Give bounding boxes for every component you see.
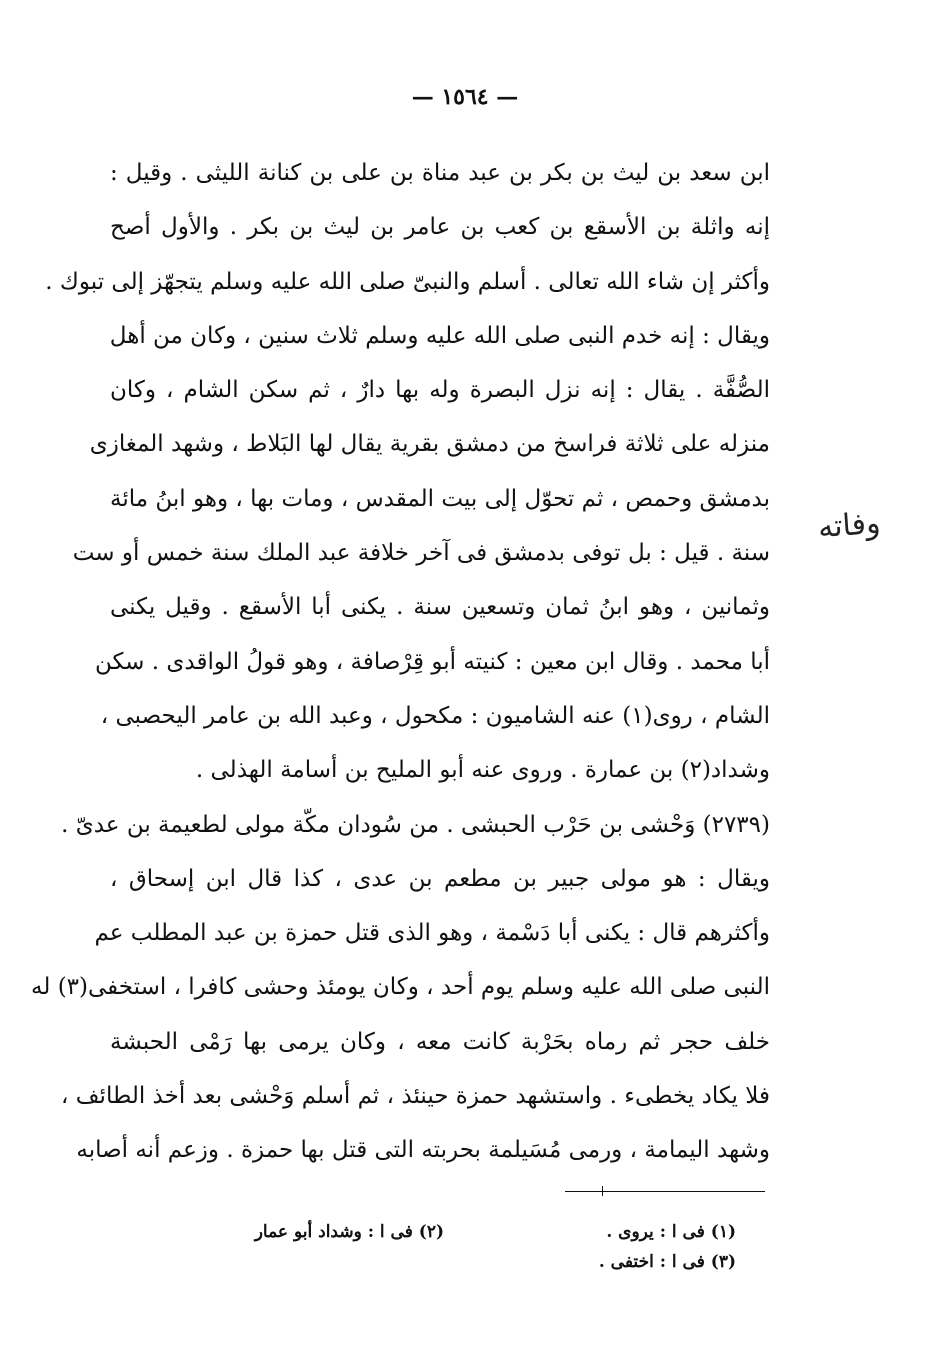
text-line: وأكثر إن شاء الله تعالى . أسلم والنبىّ صلى الله عليه وسلم يتجهّز إلى تبوك . bbox=[45, 268, 770, 295]
text-line: ابن سعد بن ليث بن بكر بن عبد مناة بن على بن كنانة الليثى . وقيل : bbox=[110, 160, 770, 186]
text-line: وأكثرهم قال : يكنى أبا دَسْمة ، وهو الذى قتل حمزة بن عبد المطلب عم bbox=[94, 920, 770, 947]
text-line: سنة . قيل : بل توفى بدمشق فى آخر خلافة عبد الملك سنة خمس أو ست bbox=[72, 540, 770, 567]
footnote-divider-tick bbox=[602, 1186, 603, 1196]
footnote-2: (٢) فى ا : وشداد أبو عمار bbox=[254, 1222, 444, 1242]
text-line: وشهد اليمامة ، ورمى مُسَيلمة بحربته التى قتل بها حمزة . وزعم أنه أصابه bbox=[76, 1137, 770, 1164]
entry-heading-line: (٢٧٣٩) وَحْشى بن حَرْب الحبشى . من سُودان مكّة مولى لطعيمة بن عدىّ . bbox=[61, 811, 770, 838]
text-line: ويقال : هو مولى جبير بن مطعم بن عدى ، كذا قال ابن إسحاق ، bbox=[110, 865, 770, 892]
footnote-1: (١) فى ا : يروى . bbox=[606, 1222, 736, 1242]
text-line: بدمشق وحمص ، ثم تحوّل إلى بيت المقدس ، ومات بها ، وهو ابنُ مائة bbox=[109, 485, 770, 512]
text-line: إنه واثلة بن الأسقع بن كعب بن عامر بن ليث بن بكر . والأول أصح bbox=[110, 214, 770, 241]
footnote-divider bbox=[565, 1191, 765, 1192]
text-line: ويقال : إنه خدم النبى صلى الله عليه وسلم ثلاث سنين ، وكان من أهل bbox=[109, 322, 770, 349]
text-line: وشداد(٢) بن عمارة . وروى عنه أبو المليح بن أسامة الهذلى . bbox=[195, 757, 770, 784]
margin-handwritten-note: وفاته bbox=[816, 505, 882, 546]
footnote-3: (٣) فى ا : اختفى . bbox=[598, 1252, 736, 1272]
text-line: منزله على ثلاثة فراسخ من دمشق بقرية يقال لها البَلاط ، وشهد المغازى bbox=[89, 431, 770, 458]
text-line: أبا محمد . وقال ابن معين : كنيته أبو قِرْصافة ، وهو قولُ الواقدى . سكن bbox=[94, 648, 770, 675]
text-line: فلا يكاد يخطىء . واستشهد حمزة حينئذ ، ثم أسلم وَحْشى بعد أخذ الطائف ، bbox=[61, 1083, 770, 1110]
text-line: الشام ، روى(١) عنه الشاميون : مكحول ، وعبد الله بن عامر اليحصبى ، bbox=[100, 702, 770, 729]
main-text-block bbox=[31, 146, 770, 1178]
text-line: الصُّفَّة . يقال : إنه نزل البصرة وله بها دارٌ ، ثم سكن الشام ، وكان bbox=[110, 377, 770, 404]
text-line: وثمانين ، وهو ابنُ ثمان وتسعين سنة . يكنى أبا الأسقع . وقيل يكنى bbox=[110, 594, 770, 621]
text-line: خلف حجر ثم رماه بحَرْبة كانت معه ، وكان يرمى بها رَمْى الحبشة bbox=[110, 1028, 770, 1055]
page-number: — ١٥٦٤ — bbox=[411, 84, 519, 110]
text-line: النبى صلى الله عليه وسلم يوم أحد ، وكان يومئذ وحشى كافرا ، استخفى(٣) له bbox=[31, 974, 770, 1001]
